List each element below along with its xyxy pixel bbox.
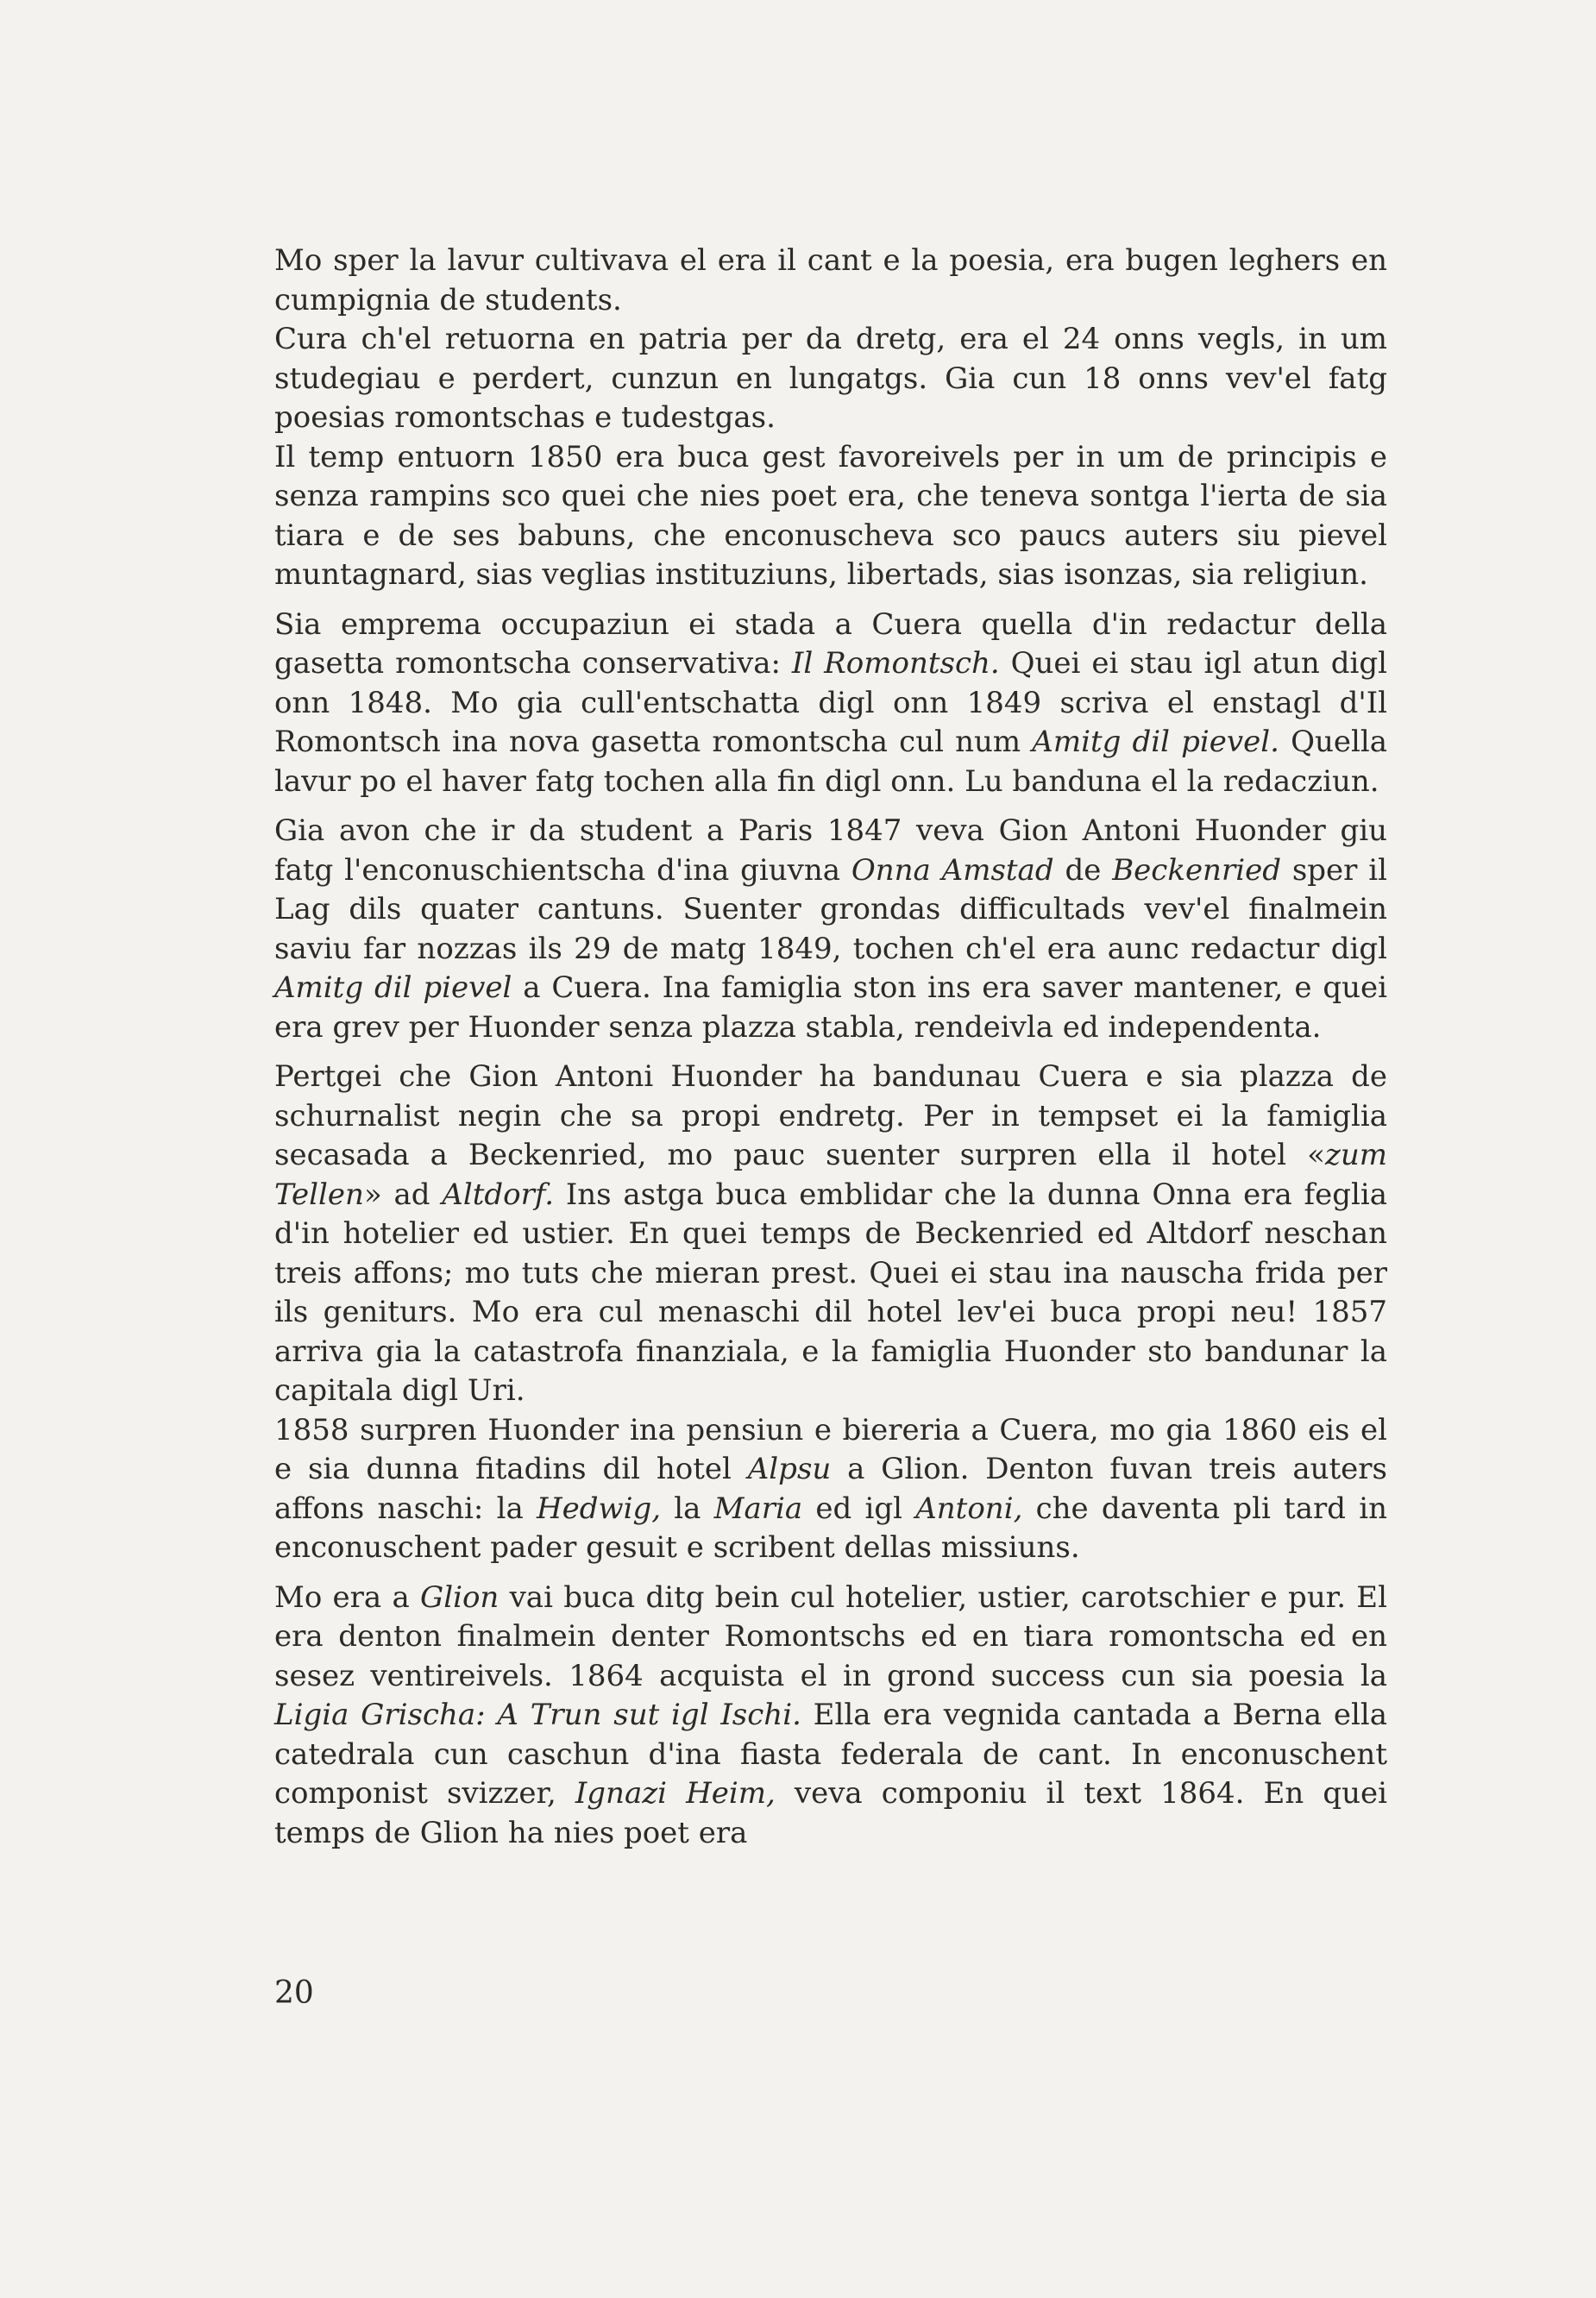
- paragraph: Sia emprema occupaziun ei stada a Cuera quella d'in redactur della gasetta romontscha conservativa: Il Romontsch. Quei ei stau igl atun digl onn 1848. Mo gia cull'entschatta digl onn 1849 scriva el enstagl d'Il Romontsch ina nova gasetta romontscha cul num Amitg dil pievel. Quella lavur po el haver fatg tochen alla fin digl onn. Lu banduna el la redacziun.: [274, 606, 1387, 799]
- paragraph: Il temp entuorn 1850 era buca gest favoreivels per in um de principis e senza rampins sco quei che nies poet era, che teneva sontga l'ierta de sia tiara e de ses babuns, che enconuscheva sco paucs auters siu pievel muntagnard, sias veglias instituziuns, libertads, sias isonzas, sia religiun.: [274, 439, 1387, 592]
- paragraph: Cura ch'el retuorna en patria per da dretg, era el 24 onns vegls, in um studegiau e perdert, cunzun en lungatgs. Gia cun 18 onns vev'el fatg poesias romontschas e tudestgas.: [274, 322, 1387, 435]
- body-text: [274, 242, 1387, 1853]
- page-number: 20: [274, 1975, 314, 2011]
- paragraph: 1858 surpren Huonder ina pensiun e biereria a Cuera, mo gia 1860 eis el e sia dunna fitadins dil hotel Alpsu a Glion. Denton fuvan treis auters affons naschi: la Hedwig, la Maria ed igl Antoni, che daventa pli tard in enconuschent pader gesuit e scribent dellas missiuns.: [274, 1412, 1388, 1565]
- paragraph: Gia avon che ir da student a Paris 1847 veva Gion Antoni Huonder giu fatg l'enconuschientscha d'ina giuvna Onna Amstad de Beckenried sper il Lag dils quater cantuns. Suenter grondas difficultads vev'el finalmein saviu far nozzas ils 29 de matg 1849, tochen ch'el era aunc redactur digl Amitg dil pievel a Cuera. Ina famiglia ston ins era saver mantener, e quei era grev per Huonder senza plazza stabla, rendeivla ed independenta.: [274, 813, 1388, 1045]
- paragraph: Pertgei che Gion Antoni Huonder ha bandunau Cuera e sia plazza de schurnalist negin che sa propi endretg. Per in tempset ei la famiglia secasada a Beckenried, mo pauc suenter surpren ella il hotel «zum Tellen» ad Altdorf. Ins astga buca emblidar che la dunna Onna era feglia d'in hotelier ed ustier. En quei temps de Beckenried ed Altdorf neschan treis affons; mo tuts che mieran prest. Quei ei stau ina nauscha frida per ils geniturs. Mo era cul menaschi dil hotel lev'ei buca propi neu! 1857 arriva gia la catastrofa finanziala, e la famiglia Huonder sto bandunar la capitala digl Uri.: [274, 1059, 1387, 1408]
- paragraph: Mo sper la lavur cultivava el era il cant e la poesia, era bugen leghers en cumpignia de students.: [274, 243, 1387, 317]
- paragraph: Mo era a Glion vai buca ditg bein cul hotelier, ustier, carotschier e pur. El era denton finalmein denter Romontschs ed en tiara romontscha ed en sesez ventireivels. 1864 acquista el in grond success cun sia poesia la Ligia Grischa: A Trun sut igl Ischi. Ella era vegnida cantada a Berna ella catedrala cun caschun d'ina fiasta federala de cant. In enconuschent componist svizzer, Ignazi Heim, veva componiu il text 1864. En quei temps de Glion ha nies poet era: [274, 1579, 1388, 1850]
